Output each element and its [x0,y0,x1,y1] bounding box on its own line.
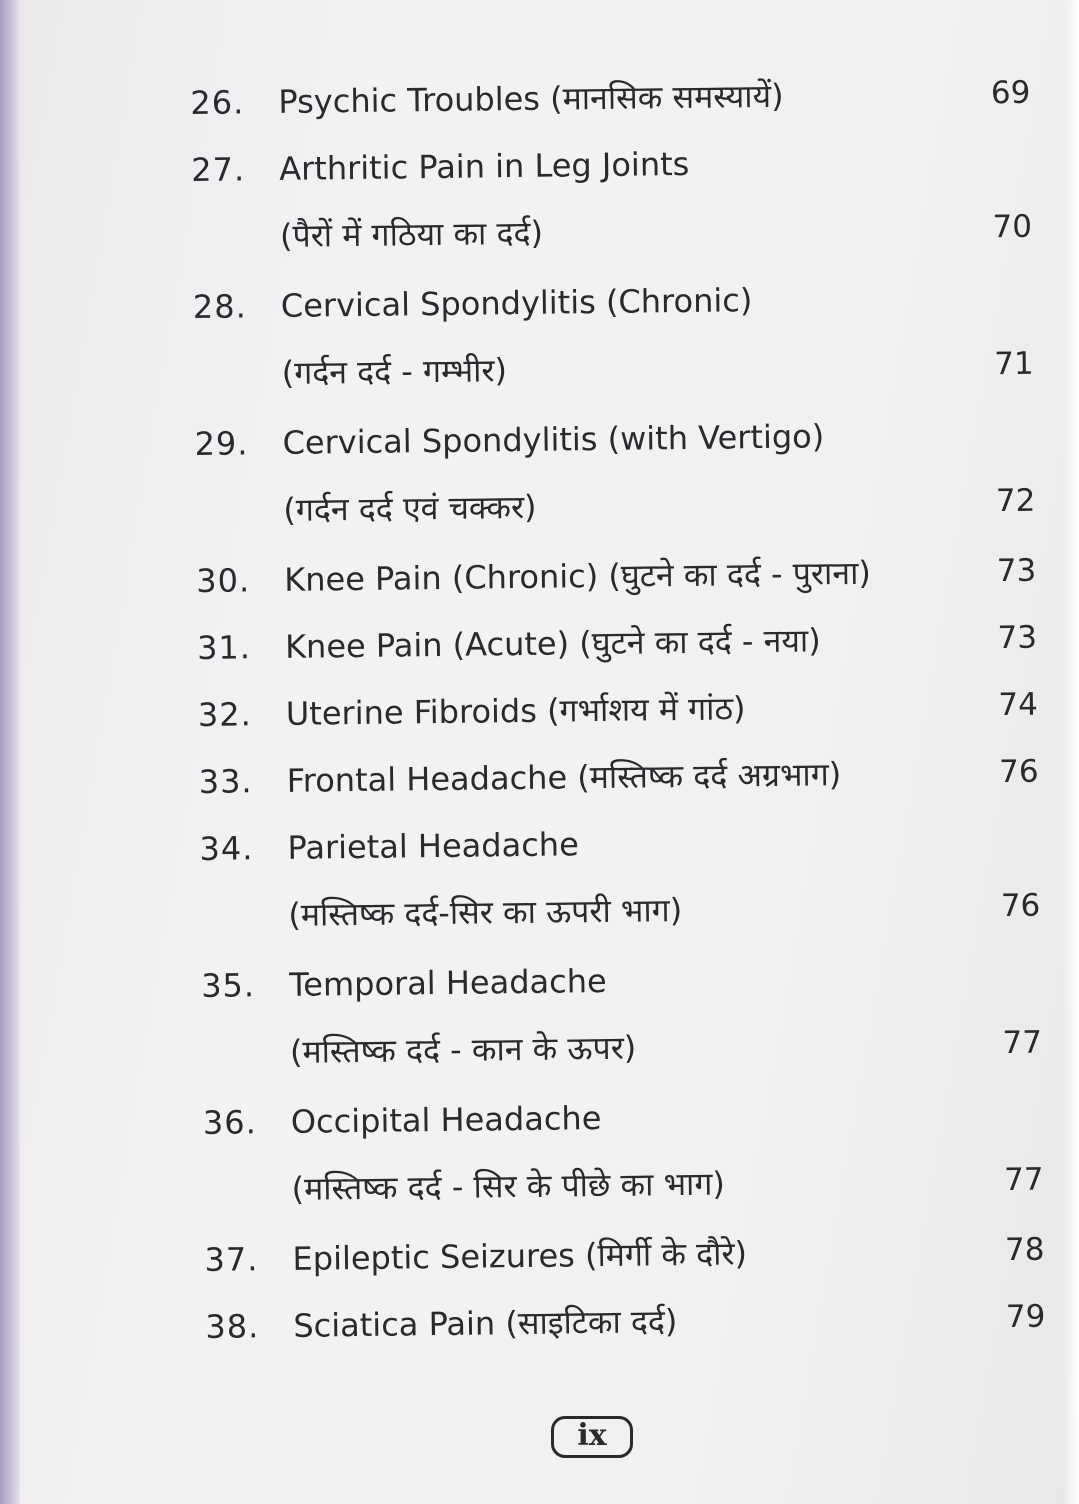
entry-number: 31. [196,628,252,667]
entry-number: 33. [198,762,253,801]
entry-number: 37. [204,1240,259,1279]
entry-title: Parietal Headache [287,825,579,867]
entry-title: Knee Pain (Acute) (घुटने का दर्द - नया) [284,621,821,666]
entry-subtitle-hindi: (पैरों में गठिया का दर्द) [279,213,544,255]
entry-number: 38. [205,1307,260,1346]
entry-title: Sciatica Pain (साइटिका दर्द) [293,1302,678,1345]
entry-number: 34. [199,829,254,868]
entry-subtitle-hindi: (गर्दन दर्द एवं चक्कर) [283,487,537,529]
entry-title: Cervical Spondylitis (Chronic) [280,281,753,325]
entry-title: Uterine Fibroids (गर्भाशय में गांठ) [285,689,746,733]
toc-entry [194,400,1066,545]
toc-entry [197,604,1068,682]
toc-entry [205,1283,1076,1361]
entry-subtitle-hindi: (मस्तिष्क दर्द-सिर का ऊपरी भाग) [288,891,683,934]
entry-page-number: 77 [1003,1161,1044,1199]
entry-page-number: 76 [1000,887,1041,925]
folio-page-number: ix [551,1416,633,1458]
entry-number: 32. [197,695,252,734]
entry-page-number: 76 [998,753,1039,791]
toc-entry [196,537,1067,615]
table-of-contents [190,59,1076,1361]
entry-page-number: 73 [996,552,1037,590]
entry-number: 36. [202,1103,257,1142]
entry-number: 30. [196,561,251,600]
entry-page-number: 71 [993,345,1034,383]
entry-title: Epileptic Seizures (मिर्गी के दौरे) [292,1234,748,1278]
entry-page-number: 73 [997,619,1038,657]
entry-number: 26. [190,83,245,122]
entry-title: Knee Pain (Chronic) (घुटने का दर्द - पुराना) [284,553,872,599]
toc-entry [202,1079,1074,1224]
book-spine-edge [0,0,20,1504]
entry-title: Cervical Spondylitis (with Vertigo) [282,417,825,462]
entry-page-number: 69 [990,74,1031,112]
entry-number: 29. [194,424,249,463]
entry-number: 35. [200,966,256,1005]
entry-subtitle-hindi: (गर्दन दर्द - गम्भीर) [281,351,508,392]
entry-title: Occipital Headache [290,1099,602,1141]
toc-entry [192,263,1064,408]
entry-subtitle-hindi: (मस्तिष्क दर्द - सिर के पीछे का भाग) [291,1164,726,1208]
entry-number: 28. [192,287,248,326]
toc-entry [197,671,1068,749]
entry-page-number: 72 [995,482,1036,520]
toc-entry [198,738,1069,816]
toc-entry [199,805,1071,950]
entry-page-number: 77 [1002,1024,1043,1062]
entry-page-number: 70 [992,208,1033,246]
entry-page-number: 74 [998,686,1039,724]
entry-number: 27. [190,150,246,189]
entry-title: Temporal Headache [288,961,607,1004]
toc-entry [201,942,1073,1087]
toc-entry [204,1216,1075,1294]
toc-entry [191,126,1063,271]
toc-entry [190,59,1061,137]
entry-title: Psychic Troubles (मानसिक समस्यायें) [278,76,784,121]
entry-page-number: 78 [1004,1231,1045,1269]
entry-page-number: 79 [1005,1298,1046,1336]
entry-title: Arthritic Pain in Leg Joints [278,144,690,188]
entry-subtitle-hindi: (मस्तिष्क दर्द - कान के ऊपर) [289,1028,637,1071]
entry-title: Frontal Headache (मस्तिष्क दर्द अग्रभाग) [286,755,842,800]
